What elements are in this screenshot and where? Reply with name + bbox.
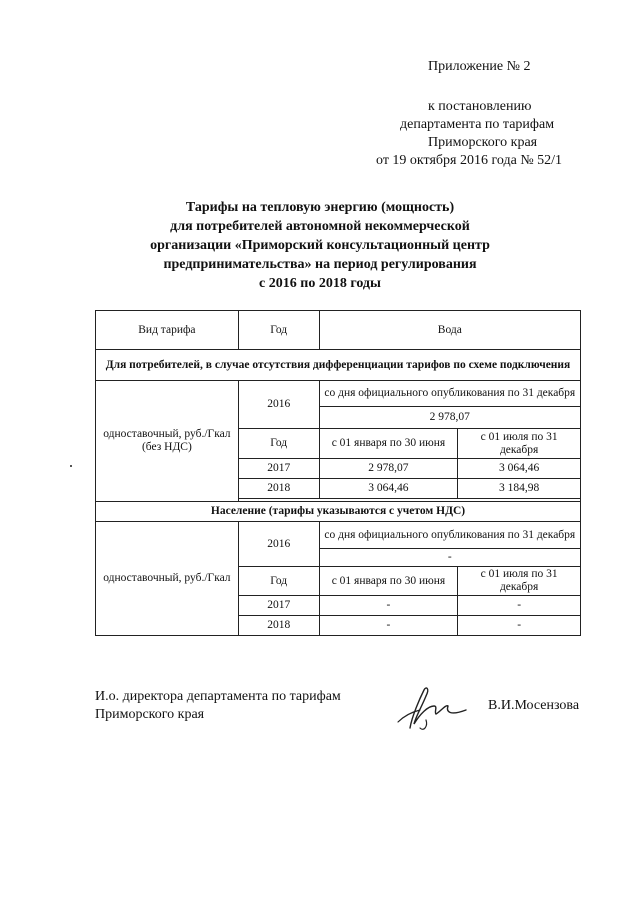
tariff-table	[95, 310, 581, 636]
section2-tariff-label: одноставочный, руб./Гкал	[96, 522, 239, 636]
appendix-line: к постановлению	[428, 99, 532, 114]
footer-position	[95, 688, 341, 724]
appendix-line: департамента по тарифам	[400, 117, 555, 132]
row-value-h1: -	[319, 596, 458, 616]
section2-year-2016: 2016	[238, 522, 319, 567]
section-title-row	[96, 502, 581, 522]
row-value-h2: 3 184,98	[458, 479, 581, 499]
row-value-h2: -	[458, 616, 581, 636]
section2-period-h2: с 01 июля по 31 декабря	[458, 567, 581, 596]
appendix-line: Приморского края	[428, 135, 538, 150]
section1-tariff-label: одноставочный, руб./Гкал (без НДС)	[96, 381, 239, 502]
row-year: 2018	[238, 479, 319, 499]
position-line: И.о. директора департамента по тарифам	[95, 689, 341, 704]
section1-period-h2: с 01 июля по 31 декабря	[458, 429, 581, 459]
signatory-name: В.И.Мосензова	[488, 698, 580, 713]
title-line: Тарифы на тепловую энергию (мощность)	[185, 200, 455, 215]
section2-value-2016: -	[319, 549, 580, 567]
table-row	[96, 381, 581, 407]
appendix-title: Приложение № 2	[428, 59, 531, 74]
section1-value-2016: 2 978,07	[319, 407, 580, 429]
row-value-h2: -	[458, 596, 581, 616]
section2-title: Население (тарифы указываются с учетом НДС)	[96, 502, 581, 522]
header-water: Вода	[319, 311, 580, 350]
appendix-line: от 19 октября 2016 года № 52/1	[376, 153, 563, 168]
table-header-row	[96, 311, 581, 350]
section2-year-col: Год	[238, 567, 319, 596]
row-year: 2018	[238, 616, 319, 636]
row-value-h1: 2 978,07	[319, 459, 458, 479]
handwritten-signature	[390, 676, 470, 736]
header-year: Год	[238, 311, 319, 350]
title-line: предпринимательства» на период регулирования	[163, 257, 477, 272]
title-line: с 2016 по 2018 годы	[259, 276, 381, 291]
header-tariff-type: Вид тарифа	[96, 311, 239, 350]
title-line: организации «Приморский консультационный центр	[150, 238, 490, 253]
section1-title: Для потребителей, в случае отсутствия дифференциации тарифов по схеме подключения	[96, 350, 581, 381]
section2-period-h1: с 01 января по 30 июня	[319, 567, 458, 596]
position-line: Приморского края	[95, 707, 205, 722]
section-title-row	[96, 350, 581, 381]
section1-period-h1: с 01 января по 30 июня	[319, 429, 458, 459]
row-value-h1: -	[319, 616, 458, 636]
row-value-h1: 3 064,46	[319, 479, 458, 499]
scan-speck	[70, 465, 72, 467]
table-row	[96, 522, 581, 549]
document-title	[130, 198, 510, 293]
title-line: для потребителей автономной некоммерческой	[170, 219, 470, 234]
section2-period-official: со дня официального опубликования по 31 декабря	[319, 522, 580, 549]
row-year: 2017	[238, 596, 319, 616]
row-value-h2: 3 064,46	[458, 459, 581, 479]
section1-period-official: со дня официального опубликования по 31 декабря	[319, 381, 580, 407]
row-year: 2017	[238, 459, 319, 479]
section1-year-col: Год	[238, 429, 319, 459]
section1-year-2016: 2016	[238, 381, 319, 429]
